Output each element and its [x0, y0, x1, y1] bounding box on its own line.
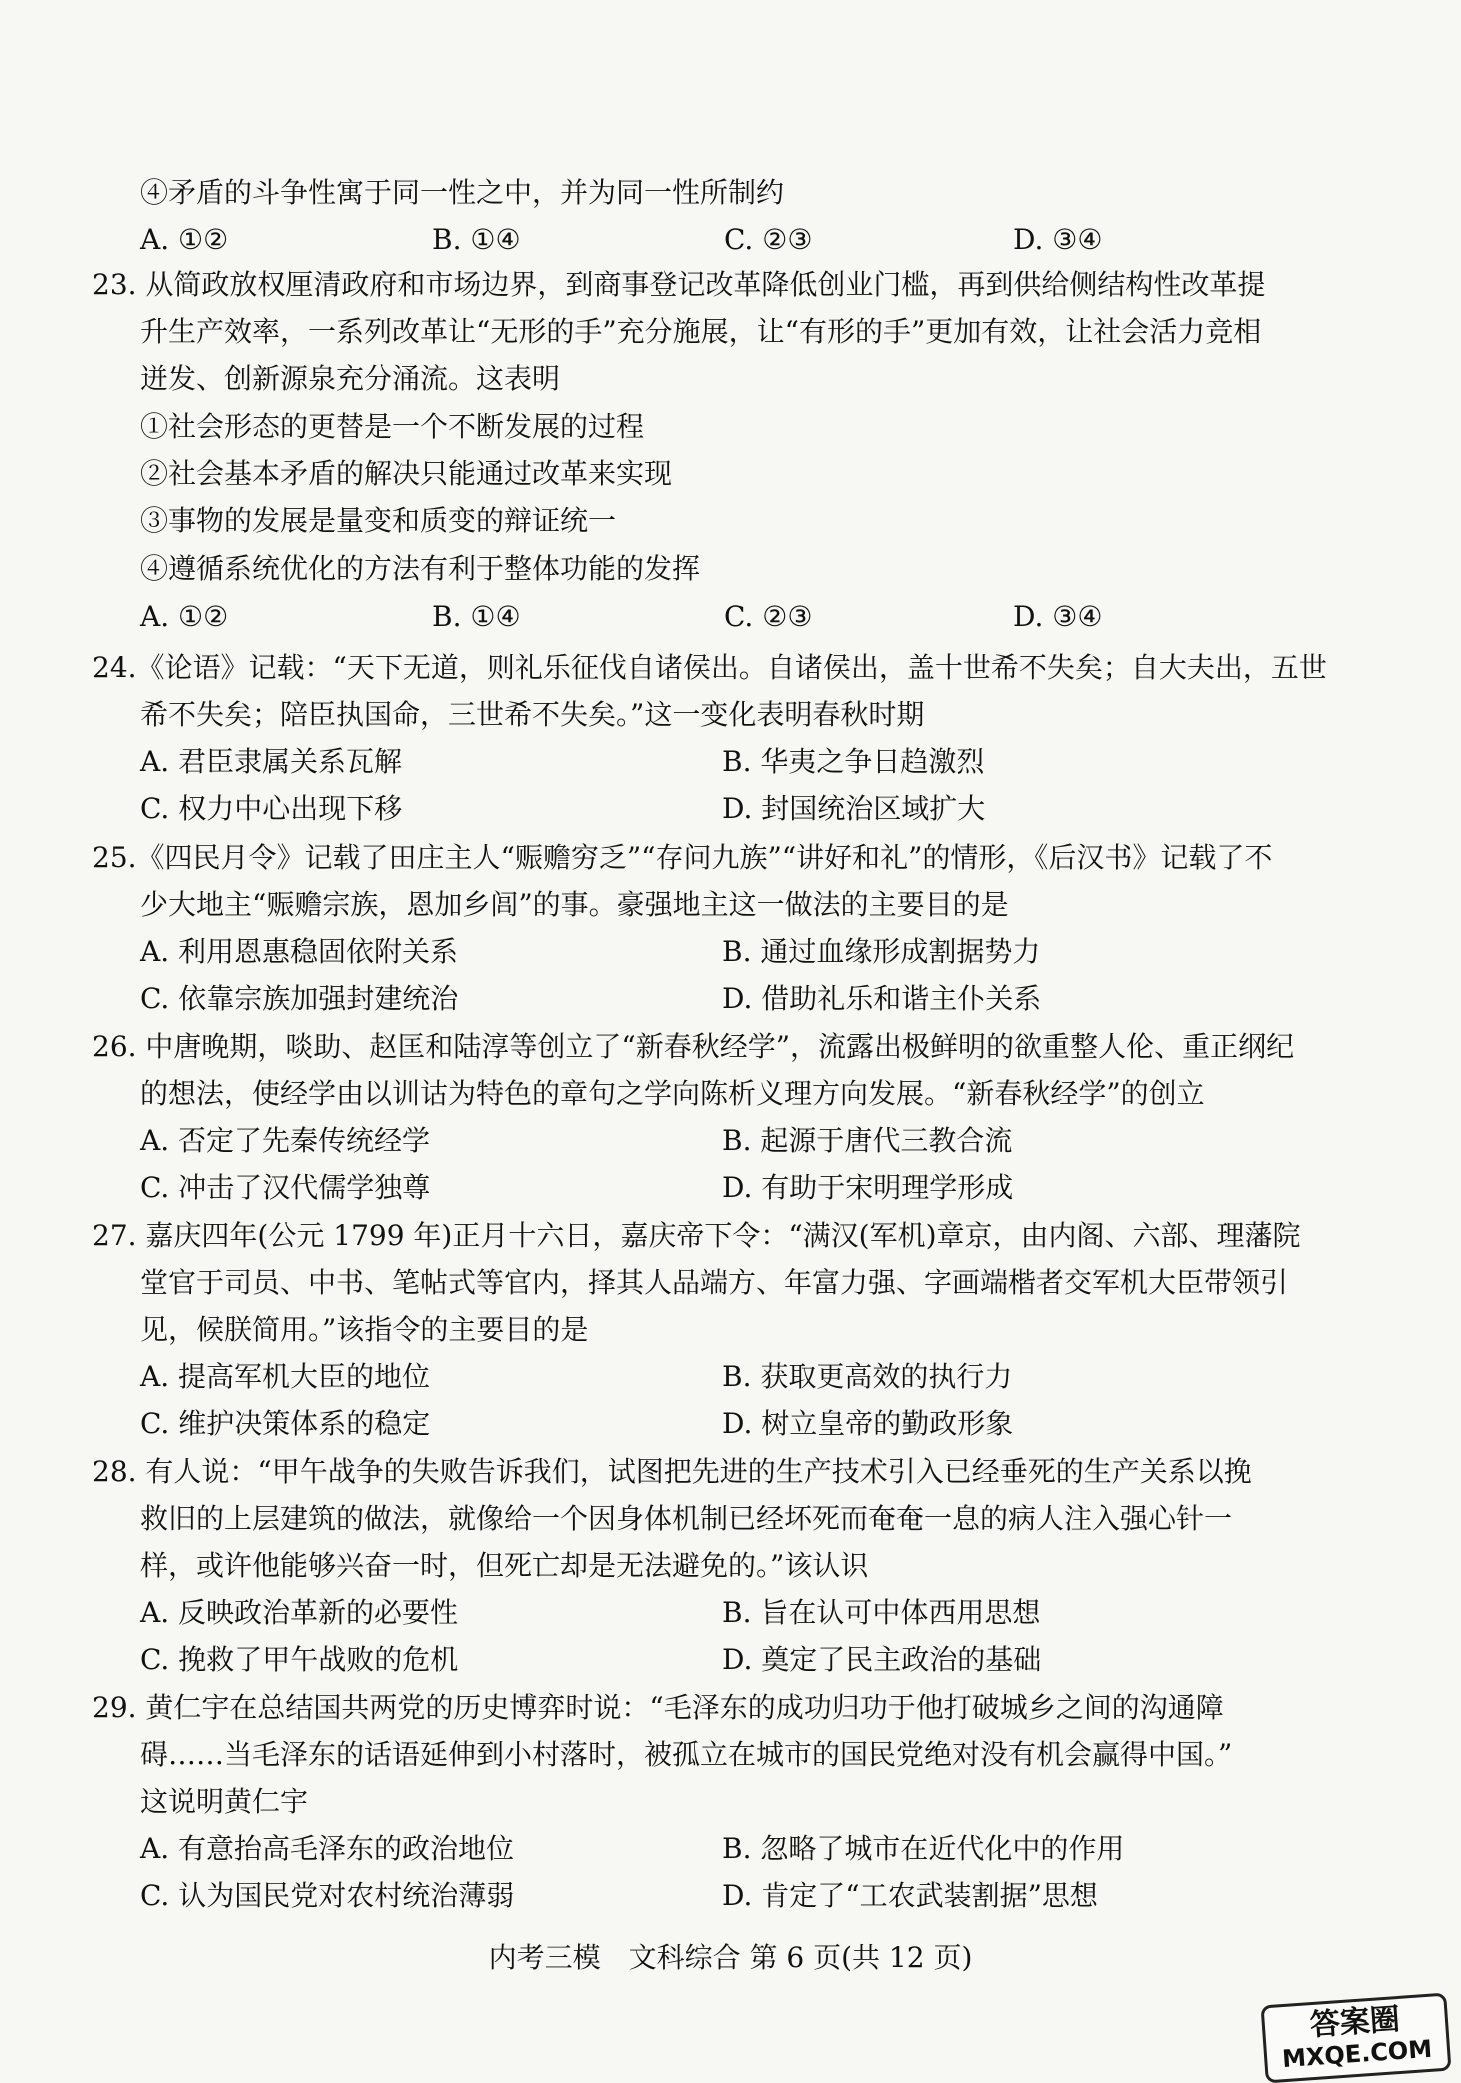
q26-option-c: C. 冲击了汉代儒学独尊 — [140, 1171, 431, 1204]
q26-option-a: A. 否定了先秦传统经学 — [140, 1124, 431, 1157]
q25-option-d: D. 借助礼乐和谐主仆关系 — [722, 982, 1042, 1015]
q25-option-b: B. 通过血缘形成割据势力 — [722, 935, 1041, 968]
q24-line-2: 希不失矣；陪臣执国命，三世希不失矣。”这一变化表明春秋时期 — [140, 698, 925, 731]
q23-line-3: 迸发、创新源泉充分涌流。这表明 — [140, 362, 561, 395]
q27-option-d: D. 树立皇帝的勤政形象 — [722, 1407, 1014, 1440]
option-d: D. ③④ — [1013, 223, 1103, 256]
q27-option-b: B. 获取更高效的执行力 — [722, 1360, 1013, 1393]
q27-line-1: 27. 嘉庆四年(公元 1799 年)正月十六日，嘉庆帝下令：“满汉(军机)章京，由内阁、六部、理藩院 — [92, 1219, 1301, 1252]
q23-option-a: A. ①② — [140, 600, 229, 633]
q26-line-1: 26. 中唐晚期，啖助、赵匡和陆淳等创立了“新春秋经学”，流露出极鲜明的欲重整人伦、重正纲纪 — [92, 1030, 1295, 1063]
q23-option-b: B. ①④ — [432, 600, 521, 633]
q24-option-c: C. 权力中心出现下移 — [140, 792, 403, 825]
q24-option-b: B. 华夷之争日趋激烈 — [722, 745, 985, 778]
q28-option-b: B. 旨在认可中体西用思想 — [722, 1596, 1041, 1629]
q25-option-a: A. 利用恩惠稳固依附关系 — [140, 935, 459, 968]
q28-line-1: 28. 有人说：“甲午战争的失败告诉我们，试图把先进的生产技术引入已经垂死的生产关系以挽 — [92, 1455, 1252, 1488]
q27-line-3: 见，候朕简用。”该指令的主要目的是 — [140, 1313, 589, 1346]
q23-statement-3: ③事物的发展是量变和质变的辩证统一 — [140, 504, 617, 537]
q28-line-3: 样，或许他能够兴奋一时，但死亡却是无法避免的。”该认识 — [140, 1549, 869, 1582]
q29-line-3: 这说明黄仁宇 — [140, 1785, 309, 1818]
q23-option-d: D. ③④ — [1013, 600, 1103, 633]
q25-line-1: 25.《四民月令》记载了田庄主人“赈赡穷乏”“存问九族”“讲好和礼”的情形，《后汉书》记载了不 — [92, 841, 1273, 874]
q29-line-1: 29. 黄仁宇在总结国共两党的历史博弈时说：“毛泽东的成功归功于他打破城乡之间的沟通障 — [92, 1691, 1224, 1724]
q28-option-a: A. 反映政治革新的必要性 — [140, 1596, 459, 1629]
q23-statement-2: ②社会基本矛盾的解决只能通过改革来实现 — [140, 457, 673, 490]
q23-option-c: C. ②③ — [724, 600, 813, 633]
q26-option-b: B. 起源于唐代三教合流 — [722, 1124, 1013, 1157]
q23-statement-4: ④遵循系统优化的方法有利于整体功能的发挥 — [140, 552, 701, 585]
q24-line-1: 24.《论语》记载：“天下无道，则礼乐征伐自诸侯出。自诸侯出，盖十世希不失矣；自大夫出，五世 — [92, 651, 1327, 684]
q29-option-a: A. 有意抬高毛泽东的政治地位 — [140, 1832, 515, 1865]
q28-option-c: C. 挽救了甲午战败的危机 — [140, 1643, 459, 1676]
q26-line-2: 的想法，使经学由以训诂为特色的章句之学向陈析义理方向发展。“新春秋经学”的创立 — [140, 1077, 1205, 1110]
watermark-logo — [1261, 1993, 1452, 2083]
statement-4: ④矛盾的斗争性寓于同一性之中，并为同一性所制约 — [140, 176, 785, 209]
q27-line-2: 堂官于司员、中书、笔帖式等官内，择其人品端方、年富力强、字画端楷者交军机大臣带领引 — [140, 1266, 1289, 1299]
option-a: A. ①② — [140, 223, 229, 256]
page-footer: 内考三模 文科综合 第 6 页(共 12 页) — [488, 1941, 973, 1974]
q28-line-2: 救旧的上层建筑的做法，就像给一个因身体机制已经坏死而奄奄一息的病人注入强心针一 — [140, 1502, 1233, 1535]
q26-option-d: D. 有助于宋明理学形成 — [722, 1171, 1014, 1204]
q25-line-2: 少大地主“赈赡宗族，恩加乡闾”的事。豪强地主这一做法的主要目的是 — [140, 888, 1009, 921]
watermark-top-text: 答案圈 — [1308, 2001, 1402, 2044]
option-c: C. ②③ — [724, 223, 813, 256]
q23-statement-1: ①社会形态的更替是一个不断发展的过程 — [140, 410, 645, 443]
q29-option-d: D. 肯定了“工农武装割据”思想 — [722, 1879, 1098, 1912]
q23-line-1: 23. 从简政放权厘清政府和市场边界，到商事登记改革降低创业门槛，再到供给侧结构性改革提 — [92, 268, 1266, 301]
option-b: B. ①④ — [432, 223, 521, 256]
q27-option-c: C. 维护决策体系的稳定 — [140, 1407, 431, 1440]
q24-option-a: A. 君臣隶属关系瓦解 — [140, 745, 403, 778]
q29-line-2: 碍……当毛泽东的话语延伸到小村落时，被孤立在城市的国民党绝对没有机会赢得中国。” — [140, 1738, 1233, 1771]
q28-option-d: D. 奠定了民主政治的基础 — [722, 1643, 1042, 1676]
q24-option-d: D. 封国统治区域扩大 — [722, 792, 986, 825]
q27-option-a: A. 提高军机大臣的地位 — [140, 1360, 431, 1393]
watermark-bottom-text: MXQE.COM — [1281, 2034, 1434, 2074]
q29-option-b: B. 忽略了城市在近代化中的作用 — [722, 1832, 1125, 1865]
q25-option-c: C. 依靠宗族加强封建统治 — [140, 982, 459, 1015]
q23-line-2: 升生产效率，一系列改革让“无形的手”充分施展，让“有形的手”更加有效，让社会活力竞相 — [140, 315, 1262, 348]
q29-option-c: C. 认为国民党对农村统治薄弱 — [140, 1879, 515, 1912]
